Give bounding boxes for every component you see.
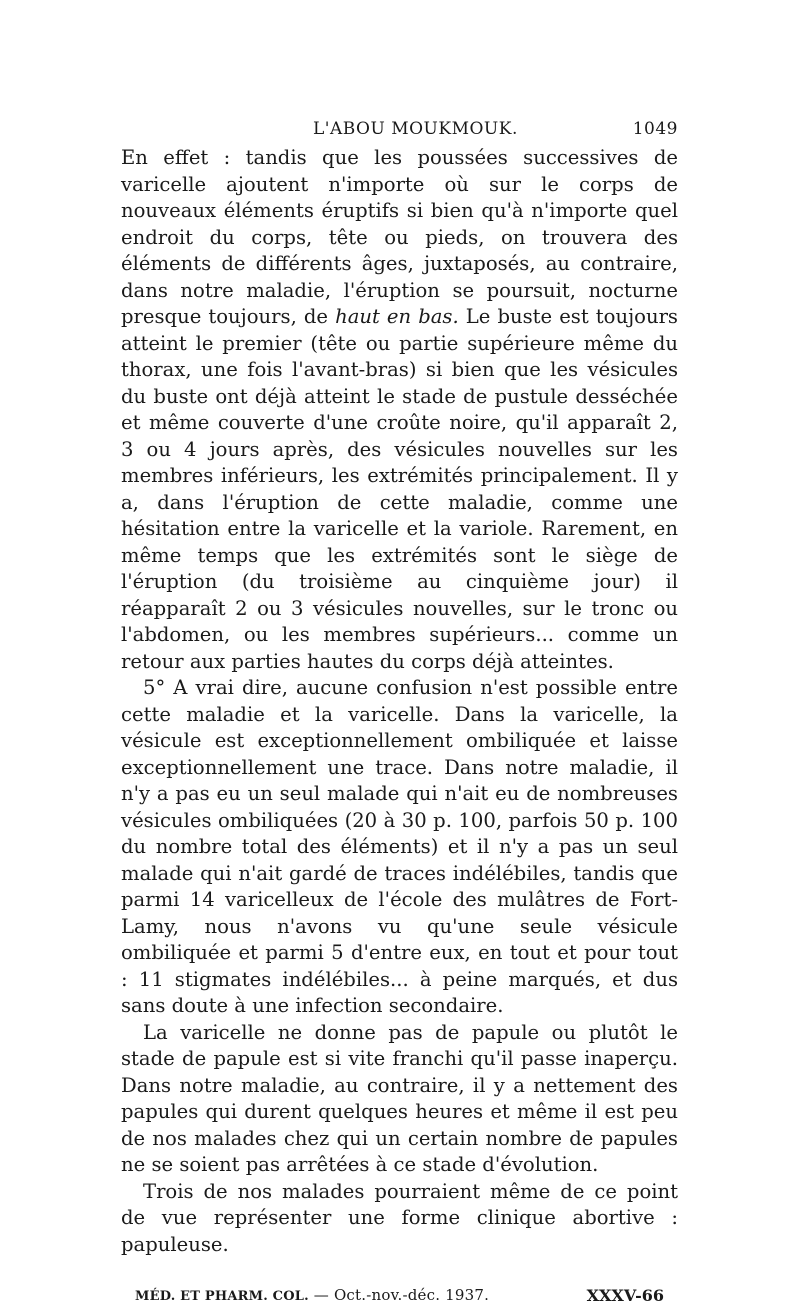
page-number: 1049 <box>632 119 678 139</box>
footer-dash: — <box>313 1286 329 1304</box>
page-footer <box>121 1286 678 1316</box>
paragraph-2: 5° A vrai dire, aucune confusion n'est possible entre cette maladie et la varicelle. Dans la varicelle, la vésicule est exceptionnellement ombiliquée et laisse exceptionnellement une trace. Dans notre maladie, il n'y a pas eu un seul malade qui n'ait eu de nombreuses vésicules ombiliquées (20 à 30 p. 100, parfois 50 p. 100 du nombre total des éléments) et il n'y a pas un seul malade qui n'ait gardé de traces indélébiles, tandis que parmi 14 varicelleux de l'école des mulâtres de Fort-Lamy, nous n'avons vu qu'une seule vésicule ombiliquée et parmi 5 d'entre eux, en tout et pour tout : 11 stigmates indélébiles... à peine marqués, et dus sans doute à une infection secondaire. <box>121 676 678 1017</box>
body-text <box>121 145 678 1258</box>
paragraph-1-text-a: En effet : tandis que les poussées successives de varicelle ajoutent n'importe où sur le corps de nouveaux éléments éruptifs si bien qu'à n'importe quel endroit du corps, tête ou pieds, on trouvera des éléments de différents âges, juxtaposés, au contraire, dans notre maladie, l'éruption se poursuit, nocturne presque toujours, de <box>121 146 678 328</box>
footer-citation <box>135 1286 489 1304</box>
paragraph-1-text-b: Le buste est toujours atteint le premier (tête ou partie supérieure même du thorax, une fois l'avant-bras) si bien que les vésicules du buste ont déjà atteint le stade de pustule desséchée et même couverte d'une croûte noire, qu'il apparaît 2, 3 ou 4 jours après, des vésicules nouvelles sur les membres inférieurs, les extrémités principalement. Il y a, dans l'éruption de cette maladie, comme une hésitation entre la varicelle et la variole. Rarement, en même temps que les extrémités sont le siège de l'éruption (du troisième au cinquième jour) il réapparaît 2 ou 3 vésicules nouvelles, sur le tronc ou l'abdomen, ou les membres supérieurs... comme un retour aux parties hautes du corps déjà atteintes. <box>121 305 678 673</box>
footer-signature: XXXV-66 <box>586 1286 664 1305</box>
running-title: L'ABOU MOUKMOUK. <box>313 119 518 139</box>
paragraph-3: La varicelle ne donne pas de papule ou plutôt le stade de papule est si vite franchi qu'il passe inaperçu. Dans notre maladie, au contraire, il y a nettement des papules qui durent quelques heures et même il est peu de nos malades chez qui un certain nombre de papules ne se soient pas arrêtées à ce stade d'évolution. <box>121 1020 678 1176</box>
paragraph-1 <box>121 145 678 675</box>
paragraph-1-italic: haut en bas. <box>335 305 459 328</box>
paragraph-4: Trois de nos malades pourraient même de ce point de vue représenter une forme clinique abortive : papuleuse. <box>121 1179 678 1256</box>
footer-journal: MÉD. ET PHARM. COL. <box>135 1289 309 1304</box>
running-head <box>121 113 678 145</box>
footer-issue: Oct.-nov.-déc. 1937. <box>333 1286 490 1304</box>
document-page <box>121 113 678 1316</box>
